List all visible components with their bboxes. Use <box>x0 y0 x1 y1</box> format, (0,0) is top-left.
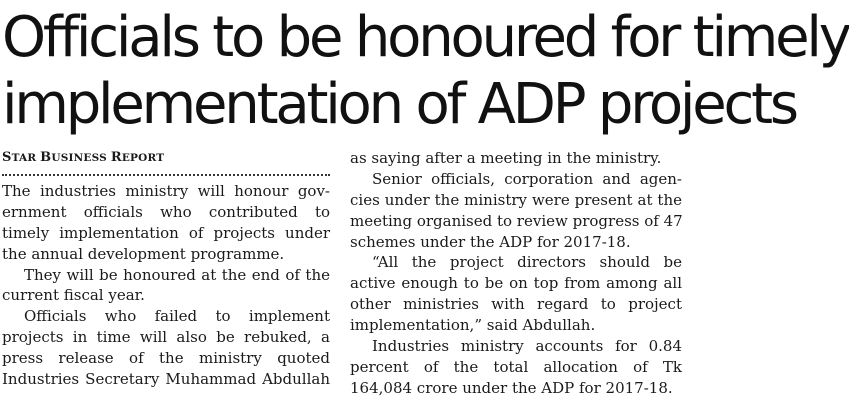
body-line: cies under the ministry were present at the <box>350 190 682 209</box>
headline-line-2: implementation of ADP projects <box>2 72 796 137</box>
body-line: projects in time will also be rebuked, a <box>2 328 330 347</box>
byline-text: R <box>110 150 122 165</box>
body-line: active enough to be on top from among all <box>350 274 682 293</box>
body-line: “All the project directors should be <box>372 253 682 272</box>
body-line: Industries ministry accounts for 0.84 <box>372 337 682 356</box>
body-line: press release of the ministry quoted <box>2 349 330 368</box>
headline-line-1: Officials to be honoured for timely <box>2 5 849 70</box>
body-line: Senior officials, corporation and agen- <box>372 169 682 188</box>
body-line: percent of the total allocation of Tk <box>350 357 682 376</box>
article-headline <box>2 4 849 138</box>
body-line: The industries ministry will honour gov- <box>2 182 330 200</box>
byline-text: USINESS <box>51 152 111 164</box>
body-line: the annual development programme. <box>2 244 285 263</box>
byline-text: TAR <box>11 152 41 164</box>
body-line: timely implementation of projects under <box>2 223 330 242</box>
body-line: current fiscal year. <box>2 286 145 305</box>
body-line: meeting organised to review progress of 47 <box>350 211 683 230</box>
article-column-left <box>2 148 330 390</box>
article-column-right <box>350 148 682 399</box>
body-line: ernment officials who contributed to <box>2 202 330 221</box>
body-line: implementation,” said Abdullah. <box>350 316 596 335</box>
byline-text: S <box>2 150 12 165</box>
body-line: schemes under the ADP for 2017-18. <box>350 232 631 251</box>
body-line: 164,084 crore under the ADP for 2017-18. <box>350 378 673 397</box>
byline <box>2 148 330 168</box>
byline-text: EPORT <box>121 152 165 164</box>
body-line: They will be honoured at the end of the <box>24 265 330 284</box>
body-line: as saying after a meeting in the ministry. <box>350 149 662 167</box>
body-line: other ministries with regard to project <box>350 295 682 314</box>
body-line: Officials who failed to implement <box>24 307 330 326</box>
byline-divider <box>2 168 330 176</box>
byline-text: B <box>40 150 52 165</box>
body-line: Industries Secretary Muhammad Abdullah <box>2 370 330 389</box>
